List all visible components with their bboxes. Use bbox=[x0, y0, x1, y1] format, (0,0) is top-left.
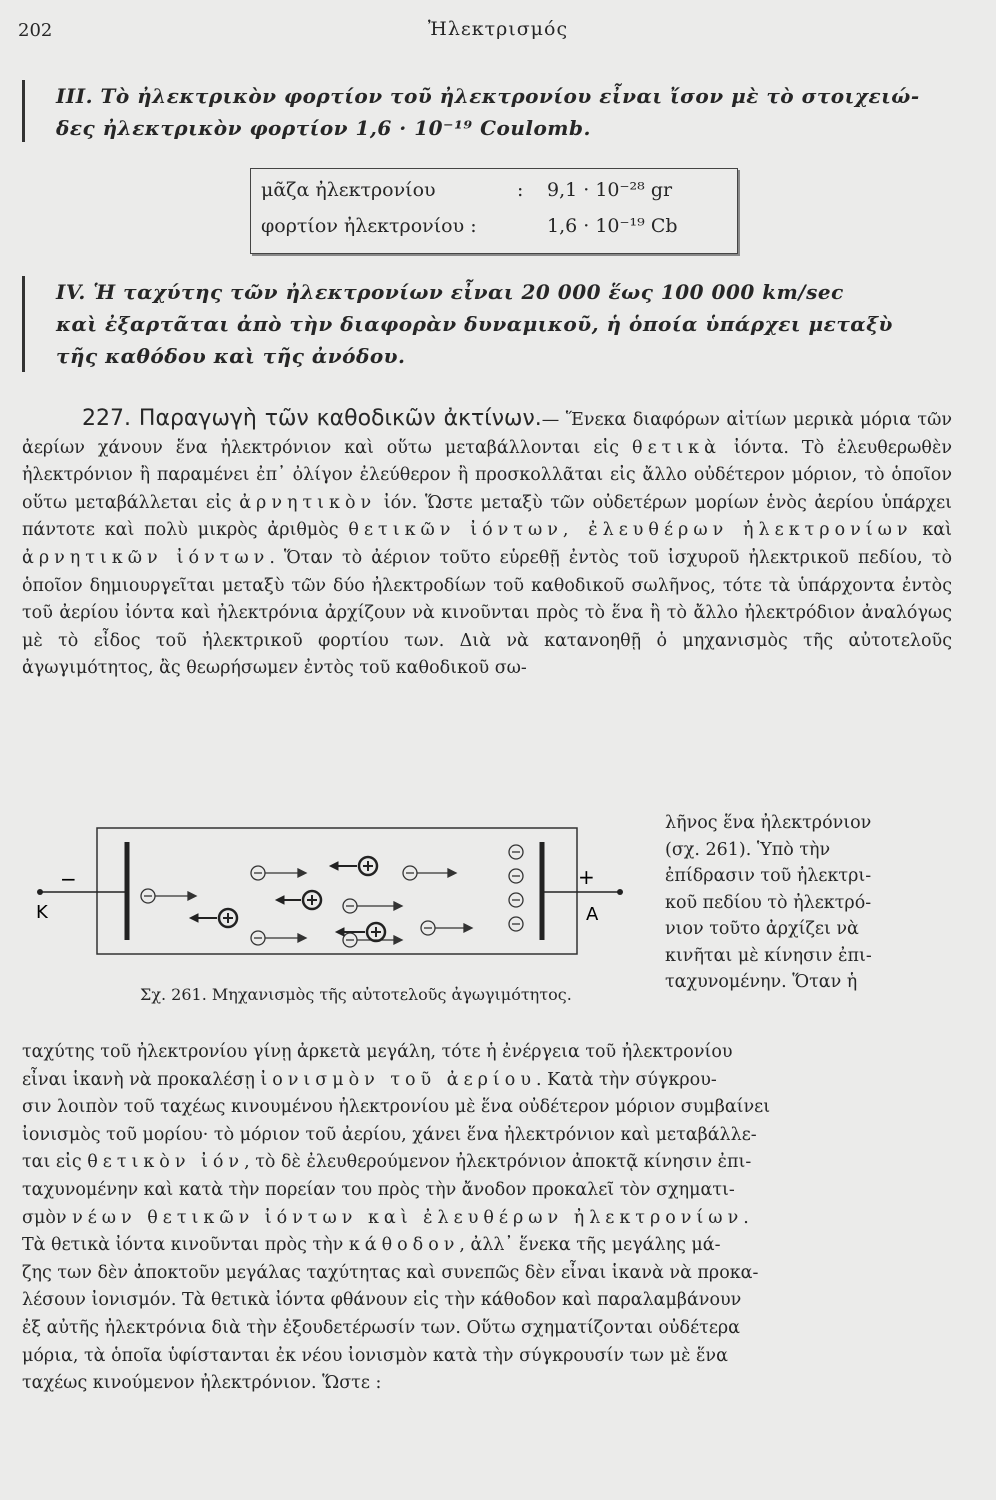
statement-3-line-2: δες ἠλεκτρικὸν φορτίον 1,6 · 10⁻¹⁹ Coulomb. bbox=[56, 116, 591, 140]
text-line bbox=[22, 1232, 934, 1260]
side-line: κοῦ πεδίου τὸ ἠλεκτρό- bbox=[665, 892, 872, 913]
mass-value: 9,1 · 10⁻²⁸ gr bbox=[547, 179, 673, 201]
cathode-terminal bbox=[37, 889, 43, 895]
electron-icon bbox=[509, 893, 523, 907]
constants-box bbox=[250, 168, 738, 254]
anode-label: A bbox=[586, 904, 599, 925]
mass-label: μᾶζα ἠλεκτρονίου bbox=[261, 179, 436, 201]
emphasis: ἀρνητικῶν ἰόντων bbox=[22, 547, 270, 568]
text-run: καὶ bbox=[912, 520, 952, 541]
statement-3-line-1: ΙΙΙ. Τὸ ἠλεκτρικὸν φορτίον τοῦ ἠλεκτρονίου εἶναι ἴσον μὲ τὸ στοιχειώ- bbox=[56, 84, 920, 108]
text-line: ταχύτης τοῦ ἠλεκτρονίου γίνῃ ἀρκετὰ μεγάλη, τότε ἡ ἐνέργεια τοῦ ἠλεκτρονίου bbox=[22, 1042, 733, 1062]
text-line: σιν λοιπὸν τοῦ ταχέως κινουμένου ἠλεκτρονίου μὲ ἕνα οὐδέτερον μόριον συμβαίνει bbox=[22, 1097, 771, 1118]
text-run: Τὰ θετικὰ ἰόντα κινοῦνται πρὸς τὴν bbox=[22, 1235, 349, 1256]
minus-sign: − bbox=[60, 867, 77, 891]
figure-261 bbox=[30, 818, 630, 978]
emphasis: κάθοδον bbox=[348, 1235, 460, 1256]
text-run: εἶναι ἱκανὴ νὰ προκαλέσῃ bbox=[22, 1069, 261, 1090]
running-head: Ἠλεκτρισμός bbox=[427, 18, 569, 40]
emphasis: ἀρνητικὸν bbox=[239, 492, 377, 513]
side-line: κινῆται μὲ κίνησιν ἐπι- bbox=[665, 945, 872, 966]
text-line bbox=[22, 1149, 934, 1177]
electron-icon bbox=[509, 845, 523, 859]
margin-bar bbox=[22, 276, 25, 372]
statement-4-line-2: καὶ ἐξαρτᾶται ἀπὸ τὴν διαφορὰν δυναμικοῦ, ἡ ὁποία ὑπάρχει μεταξὺ bbox=[56, 312, 893, 336]
cathode-label: K bbox=[36, 902, 48, 923]
statement-4-line-3: τῆς καθόδου καὶ τῆς ἀνόδου. bbox=[56, 344, 406, 368]
emphasis: νέων θετικῶν ἰόντων καὶ ἐλευθέρων ἠλεκτρονίων bbox=[72, 1207, 744, 1228]
figure-caption: Σχ. 261. Μηχανισμὸς τῆς αὐτοτελοῦς ἀγωγιμότητος. bbox=[140, 985, 572, 1004]
side-line: (σχ. 261). Ὑπὸ τὴν bbox=[665, 839, 831, 860]
charge-value: 1,6 · 10⁻¹⁹ Cb bbox=[547, 215, 678, 237]
page-number: 202 bbox=[18, 20, 53, 41]
electron-moving-icon bbox=[403, 866, 456, 880]
statement-4-line-1: IV. Ἡ ταχύτης τῶν ἠλεκτρονίων εἶναι 20 000 ἕως 100 000 km/sec bbox=[56, 280, 844, 304]
plus-sign: + bbox=[578, 865, 595, 889]
text-run: ἰόντα. Τὸ ἐλευθερωθὲν ἠλεκτρόνιον ἢ παραμένει ἐπ᾽ ὀλίγον ἐλεύθερον ἢ προσκολλᾶται εἰς ἄλλο οὐδέτερον μόριον, τὸ ὁποῖον οὕτω μεταβάλλεται εἰς bbox=[22, 437, 952, 513]
electron-moving-icon bbox=[141, 889, 196, 903]
text-line bbox=[22, 1205, 934, 1233]
margin-bar bbox=[22, 80, 25, 142]
section-heading: 227. Παραγωγὴ τῶν καθοδικῶν ἀκτίνων. bbox=[82, 406, 542, 431]
text-line bbox=[22, 1067, 934, 1095]
text-run: . Ὅταν τὸ ἀέριον τοῦτο εὑρεθῇ ἐντὸς τοῦ ἰσχυροῦ ἠλεκτρικοῦ πεδίου, τὸ ὁποῖον δημιουργεῖται μεταξὺ τῶν δύο ἠλεκτροδίων τοῦ καθοδικοῦ σωλῆνος, τότε τὰ ὑπάρχοντα ἐντὸς τοῦ ἀερίου ἰόντα καὶ ἠλεκτρόνια ἀρχίζουν νὰ κινοῦνται πρὸς τὸ ἕνα ἢ τὸ ἄλλο ἠλεκτρόδιον ἀναλόγως μὲ τὸ εἶδος τοῦ ἠλεκτρικοῦ φορτίου των. Διὰ νὰ κατανοηθῇ ὁ μηχανισμὸς τῆς αὐτοτελοῦς ἀγωγιμότητος, ἂς θεωρήσωμεν ἐντὸς τοῦ καθοδικοῦ σω- bbox=[22, 547, 952, 679]
electron-moving-icon bbox=[251, 931, 306, 945]
positive-ion-icon bbox=[190, 909, 237, 927]
text-line: ταχέως κινούμενον ἠλεκτρόνιον. Ὥστε : bbox=[22, 1373, 382, 1394]
emphasis: θετικῶν ἰόντων, ἐλευθέρων ἠλεκτρονίων bbox=[348, 520, 913, 541]
text-run: ἰόν. Ὥστε μεταξὺ τῶν οὐδετέρων μορίων ἑνὸς ἀερίου ὑπάρχει πάντοτε καὶ πολὺ μικρὸς ἀριθμὸς bbox=[22, 492, 952, 541]
statement-4 bbox=[56, 276, 956, 372]
text-run: . bbox=[743, 1207, 749, 1228]
text-line: ζης των δὲν ἀποκτοῦν μεγάλας ταχύτητας καὶ συνεπῶς δὲν εἶναι ἱκανὰ νὰ προκα- bbox=[22, 1262, 759, 1283]
text-line: ἰονισμὸς τοῦ μορίου· τὸ μόριον τοῦ ἀερίου, χάνει ἕνα ἠλεκτρόνιον καὶ μεταβάλλε- bbox=[22, 1124, 757, 1145]
charge-label: φορτίον ἠλεκτρονίου : bbox=[261, 215, 477, 237]
text-run: , τὸ δὲ ἐλευθερούμενον ἠλεκτρόνιον ἀποκτᾷ κίνησιν ἐπι- bbox=[244, 1152, 752, 1173]
discharge-tube bbox=[97, 828, 577, 954]
electron-icon bbox=[509, 869, 523, 883]
electron-moving-icon bbox=[343, 899, 402, 913]
electron-moving-icon bbox=[251, 866, 306, 880]
text-line: μόρια, τὰ ὁποῖα ὑφίστανται ἐκ νέου ἰονισμὸν κατὰ τὴν σύγκρουσίν των μὲ ἕνα bbox=[22, 1345, 728, 1366]
body-continuation bbox=[22, 1039, 934, 1398]
side-line: λῆνος ἕνα ἠλεκτρόνιον bbox=[665, 813, 872, 833]
text-run: , ἀλλ᾽ ἕνεκα τῆς μεγάλης μά- bbox=[459, 1235, 721, 1256]
emphasis: ἰονισμὸν τοῦ ἀερίου bbox=[260, 1069, 536, 1090]
anode-terminal bbox=[617, 889, 623, 895]
text-line: λέσουν ἰονισμόν. Τὰ θετικὰ ἰόντα φθάνουν εἰς τὴν κάθοδον καὶ παραλαμβάνουν bbox=[22, 1290, 742, 1311]
text-run: — Ἕνεκα διαφόρων αἰτίων μερικὰ μόρια τῶν ἀερίων χάνουν ἕνα ἠλεκτρόνιον καὶ οὕτω μεταβάλλονται εἰς bbox=[22, 410, 952, 458]
electron-icon bbox=[509, 917, 523, 931]
positive-ion-icon bbox=[276, 891, 321, 909]
positive-ion-icon bbox=[330, 857, 377, 875]
text-run: . Κατὰ τὴν σύγκρου- bbox=[535, 1069, 717, 1090]
text-run: σμὸν bbox=[22, 1207, 73, 1228]
text-line: ταχυνομένην καὶ κατὰ τὴν πορείαν του πρὸς τὴν ἄνοδον προκαλεῖ τὸν σχηματι- bbox=[22, 1179, 735, 1200]
emphasis: θετικὸν ἰόν bbox=[87, 1152, 245, 1173]
side-text bbox=[665, 810, 935, 996]
side-line: νιον τοῦτο ἀρχίζει νὰ bbox=[665, 919, 859, 939]
text-run: ται εἰς bbox=[22, 1152, 88, 1173]
electron-moving-icon bbox=[421, 921, 472, 935]
emphasis: θετικὰ bbox=[632, 437, 721, 458]
side-line: ταχυνομένην. Ὅταν ἡ bbox=[665, 972, 858, 992]
section-227 bbox=[22, 405, 952, 683]
section-227-paragraph bbox=[22, 405, 952, 683]
statement-3 bbox=[56, 80, 956, 144]
mass-separator: : bbox=[517, 179, 524, 201]
side-line: ἐπίδρασιν τοῦ ἠλεκτρι- bbox=[665, 866, 872, 886]
text-line: ἐξ αὐτῆς ἠλεκτρόνια διὰ τὴν ἐξουδετέρωσίν των. Οὕτω σχηματίζονται οὐδέτερα bbox=[22, 1317, 741, 1338]
